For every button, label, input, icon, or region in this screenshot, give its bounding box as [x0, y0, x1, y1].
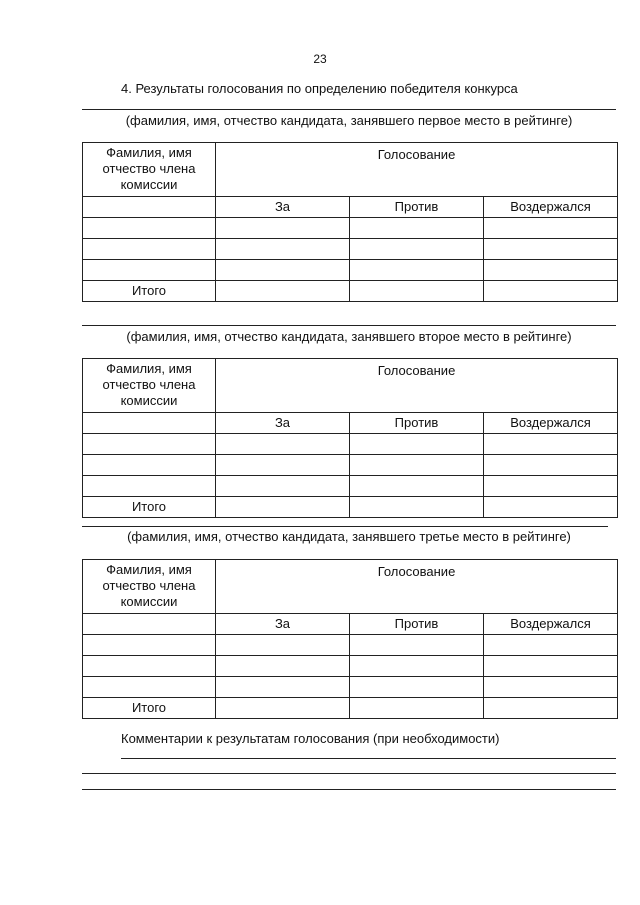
total-label: Итого [83, 281, 216, 302]
against-cell[interactable] [350, 218, 484, 239]
abstained-header: Воздержался [484, 614, 618, 635]
for-cell[interactable] [216, 239, 350, 260]
for-cell[interactable] [216, 656, 350, 677]
for-header: За [216, 413, 350, 434]
abstained-cell[interactable] [484, 455, 618, 476]
for-cell[interactable] [216, 218, 350, 239]
against-cell[interactable] [350, 476, 484, 497]
candidate-caption-2: (фамилия, имя, отчество кандидата, занявшего второе место в рейтинге) [126, 329, 572, 344]
member-cell[interactable] [83, 476, 216, 497]
abstained-cell[interactable] [484, 218, 618, 239]
for-cell[interactable] [216, 677, 350, 698]
table-row [83, 656, 618, 677]
against-cell[interactable] [350, 434, 484, 455]
voting-header: Голосование [216, 560, 618, 614]
table-row [83, 218, 618, 239]
table-row [83, 677, 618, 698]
abstained-cell[interactable] [484, 656, 618, 677]
total-for-cell[interactable] [216, 698, 350, 719]
candidate-name-line-1[interactable] [82, 109, 616, 110]
voting-table-2 [82, 358, 618, 518]
comments-label: Комментарии к результатам голосования (при необходимости) [121, 731, 500, 746]
voting-header: Голосование [216, 143, 618, 197]
total-row [83, 281, 618, 302]
total-label: Итого [83, 497, 216, 518]
members-header: Фамилия, имя отчество члена комиссии [83, 560, 216, 614]
against-cell[interactable] [350, 455, 484, 476]
member-cell[interactable] [83, 434, 216, 455]
member-cell[interactable] [83, 218, 216, 239]
comments-line-1[interactable] [121, 758, 616, 759]
candidate-caption-1: (фамилия, имя, отчество кандидата, занявшего первое место в рейтинге) [125, 113, 573, 128]
against-header: Против [350, 197, 484, 218]
total-abstained-cell[interactable] [484, 281, 618, 302]
abstained-cell[interactable] [484, 476, 618, 497]
candidate-name-line-2[interactable] [82, 325, 616, 326]
against-cell[interactable] [350, 677, 484, 698]
member-header-empty-cell [83, 413, 216, 434]
for-cell[interactable] [216, 434, 350, 455]
table-row [83, 476, 618, 497]
for-header: За [216, 614, 350, 635]
abstained-cell[interactable] [484, 635, 618, 656]
total-row [83, 698, 618, 719]
abstained-cell[interactable] [484, 434, 618, 455]
member-cell[interactable] [83, 455, 216, 476]
table-row [83, 455, 618, 476]
members-header: Фамилия, имя отчество члена комиссии [83, 359, 216, 413]
for-cell[interactable] [216, 635, 350, 656]
against-cell[interactable] [350, 239, 484, 260]
table-row [83, 635, 618, 656]
against-header: Против [350, 413, 484, 434]
total-against-cell[interactable] [350, 698, 484, 719]
total-for-cell[interactable] [216, 281, 350, 302]
page-number: 23 [313, 52, 327, 66]
member-header-empty-cell [83, 614, 216, 635]
abstained-cell[interactable] [484, 677, 618, 698]
against-header: Против [350, 614, 484, 635]
voting-header: Голосование [216, 359, 618, 413]
member-cell[interactable] [83, 677, 216, 698]
abstained-cell[interactable] [484, 239, 618, 260]
total-row [83, 497, 618, 518]
comments-line-3[interactable] [82, 789, 616, 790]
members-header: Фамилия, имя отчество члена комиссии [83, 143, 216, 197]
candidate-name-line-3[interactable] [82, 526, 608, 527]
member-header-empty-cell [83, 197, 216, 218]
for-cell[interactable] [216, 476, 350, 497]
member-cell[interactable] [83, 239, 216, 260]
abstained-cell[interactable] [484, 260, 618, 281]
member-cell[interactable] [83, 260, 216, 281]
total-for-cell[interactable] [216, 497, 350, 518]
voting-table-3 [82, 559, 618, 719]
total-label: Итого [83, 698, 216, 719]
total-against-cell[interactable] [350, 281, 484, 302]
against-cell[interactable] [350, 260, 484, 281]
table-row [83, 239, 618, 260]
total-abstained-cell[interactable] [484, 497, 618, 518]
table-row [83, 434, 618, 455]
member-cell[interactable] [83, 635, 216, 656]
abstained-header: Воздержался [484, 197, 618, 218]
for-header: За [216, 197, 350, 218]
for-cell[interactable] [216, 455, 350, 476]
for-cell[interactable] [216, 260, 350, 281]
total-against-cell[interactable] [350, 497, 484, 518]
abstained-header: Воздержался [484, 413, 618, 434]
against-cell[interactable] [350, 656, 484, 677]
table-row [83, 260, 618, 281]
voting-table-1 [82, 142, 618, 302]
member-cell[interactable] [83, 656, 216, 677]
against-cell[interactable] [350, 635, 484, 656]
comments-line-2[interactable] [82, 773, 616, 774]
candidate-caption-3: (фамилия, имя, отчество кандидата, занявшего третье место в рейтинге) [127, 529, 571, 544]
section-title: 4. Результаты голосования по определению победителя конкурса [121, 81, 518, 96]
total-abstained-cell[interactable] [484, 698, 618, 719]
